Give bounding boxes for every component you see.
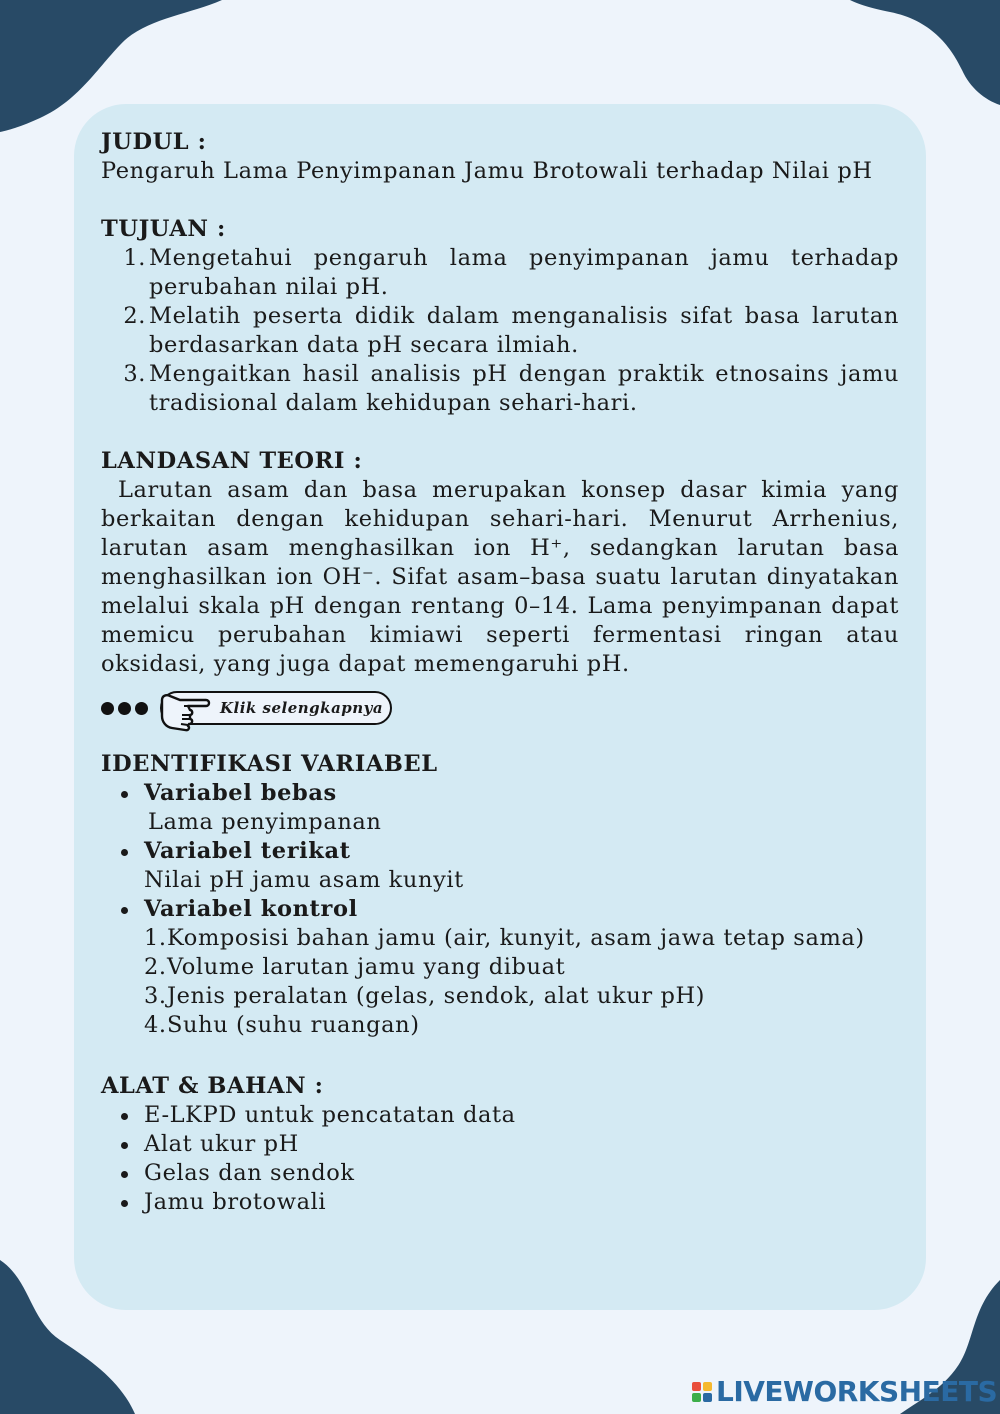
read-more-button[interactable] — [160, 691, 392, 725]
kontrol-item: 4. Suhu (suhu ruangan) — [144, 1012, 420, 1038]
alat-item: E-LKPD untuk pencatatan data — [101, 1101, 899, 1130]
kontrol-item: 3. Jenis peralatan (gelas, sendok, alat ukur pH) — [144, 983, 706, 1009]
alat-item: Jamu brotowali — [101, 1188, 899, 1217]
liveworksheets-logo[interactable] — [692, 1375, 997, 1408]
alat-heading: ALAT & BAHAN : — [101, 1073, 324, 1099]
judul-heading: JUDUL : — [101, 129, 207, 155]
alat-item: Alat ukur pH — [101, 1130, 899, 1159]
dots-decoration — [101, 702, 148, 715]
variabel-kontrol: Variabel kontrol 1. Komposisi bahan jamu (air, kunyit, asam jawa tetap sama) 2. Volume larutan jamu yang dibuat 3. Jenis peralatan (gelas, sendok, alat ukur pH) 4. Suhu (suhu ruangan) — [101, 895, 899, 1040]
kontrol-list — [144, 924, 899, 1040]
judul-text: Pengaruh Lama Penyimpanan Jamu Brotowali terhadap Nilai pH — [101, 158, 873, 184]
alat-item: Gelas dan sendok — [101, 1159, 899, 1188]
read-more-row — [101, 684, 899, 732]
liveworksheets-logo-icon — [692, 1382, 712, 1402]
kontrol-item: 2. Volume larutan jamu yang dibuat — [144, 954, 566, 980]
alat-list — [101, 1101, 899, 1217]
variabel-terikat: Variabel terikat Nilai pH jamu asam kunyit — [101, 837, 899, 895]
landasan-text: Larutan asam dan basa merupakan konsep dasar kimia yang berkaitan dengan kehidupan sehari-hari. Menurut Arrhenius, larutan asam menghasilkan ion H⁺, sedangkan larutan basa menghasilkan ion OH⁻. Sifat asam–basa suatu larutan dinyatakan melalui skala pH dengan rentang 0–14. Lama penyimpanan dapat memicu perubahan kimiawi seperti fermentasi ringan atau oksidasi, yang juga dapat memengaruhi pH. — [101, 477, 899, 677]
tujuan-list — [101, 244, 899, 418]
corner-blob-top-right — [850, 0, 1000, 110]
read-more-label: Klik selengkapnya — [220, 698, 384, 717]
variabel-bebas: Variabel bebas Lama penyimpanan — [101, 779, 899, 837]
landasan-heading: LANDASAN TEORI : — [101, 448, 363, 474]
liveworksheets-brand-text: LIVEWORKSHEETS — [716, 1375, 998, 1408]
pointing-hand-icon — [158, 688, 214, 732]
tujuan-heading: TUJUAN : — [101, 216, 226, 242]
tujuan-item: 3. Mengaitkan hasil analisis pH dengan praktik etnosains jamu tradisional dalam kehidupan sehari-hari. — [123, 361, 899, 416]
tujuan-item: 2. Melatih peserta didik dalam menganalisis sifat basa larutan berdasarkan data pH secara ilmiah. — [123, 303, 899, 358]
tujuan-item: 1. Mengetahui pengaruh lama penyimpanan jamu terhadap perubahan nilai pH. — [123, 245, 899, 300]
variabel-list — [101, 779, 899, 1040]
worksheet-content — [101, 128, 899, 1217]
variabel-heading: IDENTIFIKASI VARIABEL — [101, 751, 438, 777]
kontrol-item: 1. Komposisi bahan jamu (air, kunyit, asam jawa tetap sama) — [144, 925, 865, 951]
